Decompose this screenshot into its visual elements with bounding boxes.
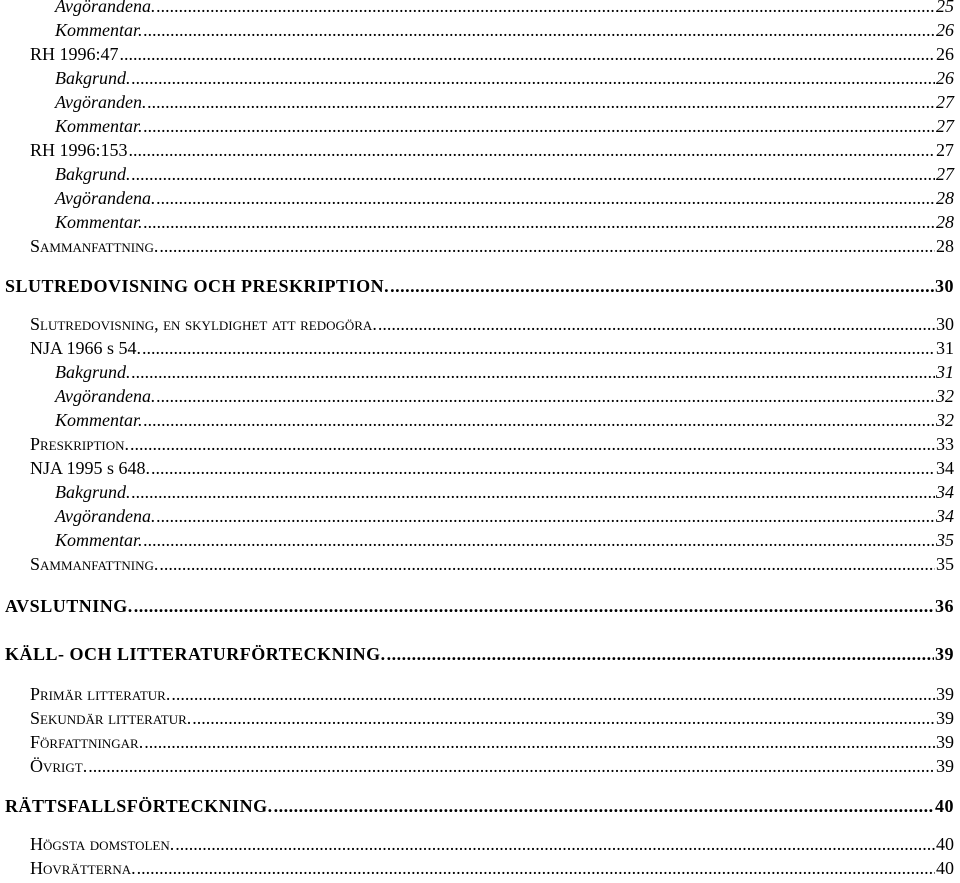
dot-leader [171,684,935,705]
toc-entry-title: NJA 1966 s 54. [30,338,142,358]
toc-entry[interactable] [55,20,954,41]
toc-entry[interactable] [30,756,954,777]
toc-entry[interactable] [30,858,954,879]
toc-entry[interactable] [55,68,954,89]
toc-entry[interactable] [5,796,954,817]
dot-leader [175,834,935,855]
toc-entry[interactable] [30,44,954,65]
toc-entry[interactable] [55,386,954,407]
toc-entry-page-number: 25 [936,0,954,16]
toc-entry[interactable] [55,188,954,209]
dot-leader [148,92,936,113]
toc-entry[interactable] [5,276,954,297]
toc-entry-title: Kommentar. [55,20,143,40]
dot-leader [144,116,935,137]
toc-entry-page-number: 27 [936,116,954,136]
toc-entry-title: Bakgrund. [55,164,131,184]
dot-leader [378,314,935,335]
toc-entry-title: Sammanfattning. [30,236,159,256]
dot-leader [144,410,935,431]
dot-leader [132,362,936,383]
toc-entry[interactable] [30,834,954,855]
toc-entry-page-number: 39 [936,708,954,728]
toc-entry-title: RH 1996:153 [30,140,128,160]
dot-leader [390,276,934,297]
dot-leader [88,756,935,777]
dot-leader [157,386,936,407]
toc-entry-page-number: 34 [936,458,954,478]
toc-entry-title: Bakgrund. [55,482,131,502]
toc-entry-title: Hovrätterna. [30,858,136,878]
dot-leader [157,506,936,527]
dot-leader [157,188,936,209]
dot-leader [387,644,934,665]
toc-entry-page-number: 35 [936,530,954,550]
toc-entry-page-number: 27 [936,164,954,184]
toc-entry-title: KÄLL- OCH LITTERATURFÖRTECKNING. [5,644,386,664]
toc-entry-title: Kommentar. [55,530,143,550]
toc-entry-title: Kommentar. [55,116,143,136]
toc-entry-title: Avgörandena. [55,506,156,526]
toc-entry[interactable] [30,338,954,359]
toc-entry-title: RÄTTSFALLSFÖRTECKNING. [5,796,273,816]
toc-entry-title: AVSLUTNING. [5,596,133,616]
toc-entry[interactable] [55,506,954,527]
toc-entry-page-number: 26 [936,20,954,40]
toc-entry-page-number: 39 [935,644,954,664]
toc-entry-page-number: 39 [936,732,954,752]
toc-entry-page-number: 30 [935,276,954,296]
dot-leader [132,482,936,503]
dot-leader [129,140,935,161]
dot-leader [144,732,935,753]
dot-leader [159,554,935,575]
toc-entry[interactable] [55,116,954,137]
toc-entry[interactable] [55,92,954,113]
dot-leader [144,530,935,551]
toc-entry-page-number: 32 [936,410,954,430]
toc-entry-page-number: 33 [936,434,954,454]
toc-entry-page-number: 34 [936,482,954,502]
toc-entry-page-number: 35 [936,554,954,574]
dot-leader [274,796,934,817]
toc-entry-page-number: 30 [936,314,954,334]
toc-entry[interactable] [30,732,954,753]
toc-entry-title: RH 1996:47 [30,44,119,64]
dot-leader [142,338,935,359]
toc-entry-title: Avgörandena. [55,188,156,208]
toc-entry[interactable] [5,644,954,665]
toc-entry[interactable] [30,236,954,257]
toc-entry-title: Avgörandena. [55,0,156,16]
toc-entry-page-number: 26 [936,68,954,88]
toc-entry-title: Slutredovisning, en skyldighet att redogöra. [30,314,377,334]
dot-leader [120,44,935,65]
toc-entry-page-number: 40 [935,796,954,816]
toc-entry[interactable] [30,684,954,705]
toc-entry-page-number: 32 [936,386,954,406]
dot-leader [144,20,935,41]
toc-entry-page-number: 28 [936,212,954,232]
toc-entry-page-number: 40 [936,834,954,854]
toc-entry-title: Kommentar. [55,212,143,232]
toc-entry-title: Avgörandena. [55,386,156,406]
toc-entry-page-number: 28 [936,236,954,256]
toc-entry-title: Sekundär litteratur. [30,708,192,728]
toc-entry-page-number: 34 [936,506,954,526]
dot-leader [192,708,935,729]
toc-entry[interactable] [30,434,954,455]
toc-entry[interactable] [55,530,954,551]
toc-entry-title: Högsta domstolen. [30,834,175,854]
toc-entry-page-number: 39 [936,684,954,704]
toc-entry-page-number: 36 [935,596,954,616]
dot-leader [130,434,935,455]
toc-entry-page-number: 26 [936,44,954,64]
toc-entry-page-number: 39 [936,756,954,776]
toc-entry-title: Avgöranden. [55,92,147,112]
toc-entry[interactable] [30,708,954,729]
toc-entry[interactable] [55,482,954,503]
toc-entry-page-number: 31 [936,338,954,358]
toc-entry-title: Författningar. [30,732,144,752]
dot-leader [137,858,935,879]
dot-leader [132,68,936,89]
dot-leader [144,212,935,233]
toc-entry[interactable] [30,314,954,335]
dot-leader [157,0,936,17]
toc-entry-page-number: 27 [936,92,954,112]
toc-entry-title: Kommentar. [55,410,143,430]
toc-entry-title: NJA 1995 s 648. [30,458,151,478]
toc-entry-title: Primär litteratur. [30,684,171,704]
toc-entry[interactable] [5,596,954,617]
toc-entry-page-number: 27 [936,140,954,160]
toc-entry-title: Sammanfattning. [30,554,159,574]
toc-entry[interactable] [30,458,954,479]
dot-leader [151,458,935,479]
dot-leader [159,236,935,257]
dot-leader [132,164,936,185]
toc-entry-title: Preskription. [30,434,130,454]
toc-entry[interactable] [55,362,954,383]
toc-entry-page-number: 28 [936,188,954,208]
toc-entry-title: Bakgrund. [55,362,131,382]
toc-entry[interactable] [30,554,954,575]
toc-entry[interactable] [55,164,954,185]
toc-entry-title: SLUTREDOVISNING OCH PRESKRIPTION. [5,276,390,296]
toc-entry[interactable] [55,212,954,233]
toc-entry[interactable] [30,140,954,161]
toc-entry-page-number: 31 [936,362,954,382]
toc-entry-title: Bakgrund. [55,68,131,88]
dot-leader [134,596,934,617]
toc-entry-title: Övrigt. [30,756,88,776]
toc-entry-page-number: 40 [936,858,954,878]
toc-entry[interactable] [55,0,954,17]
toc-entry[interactable] [55,410,954,431]
